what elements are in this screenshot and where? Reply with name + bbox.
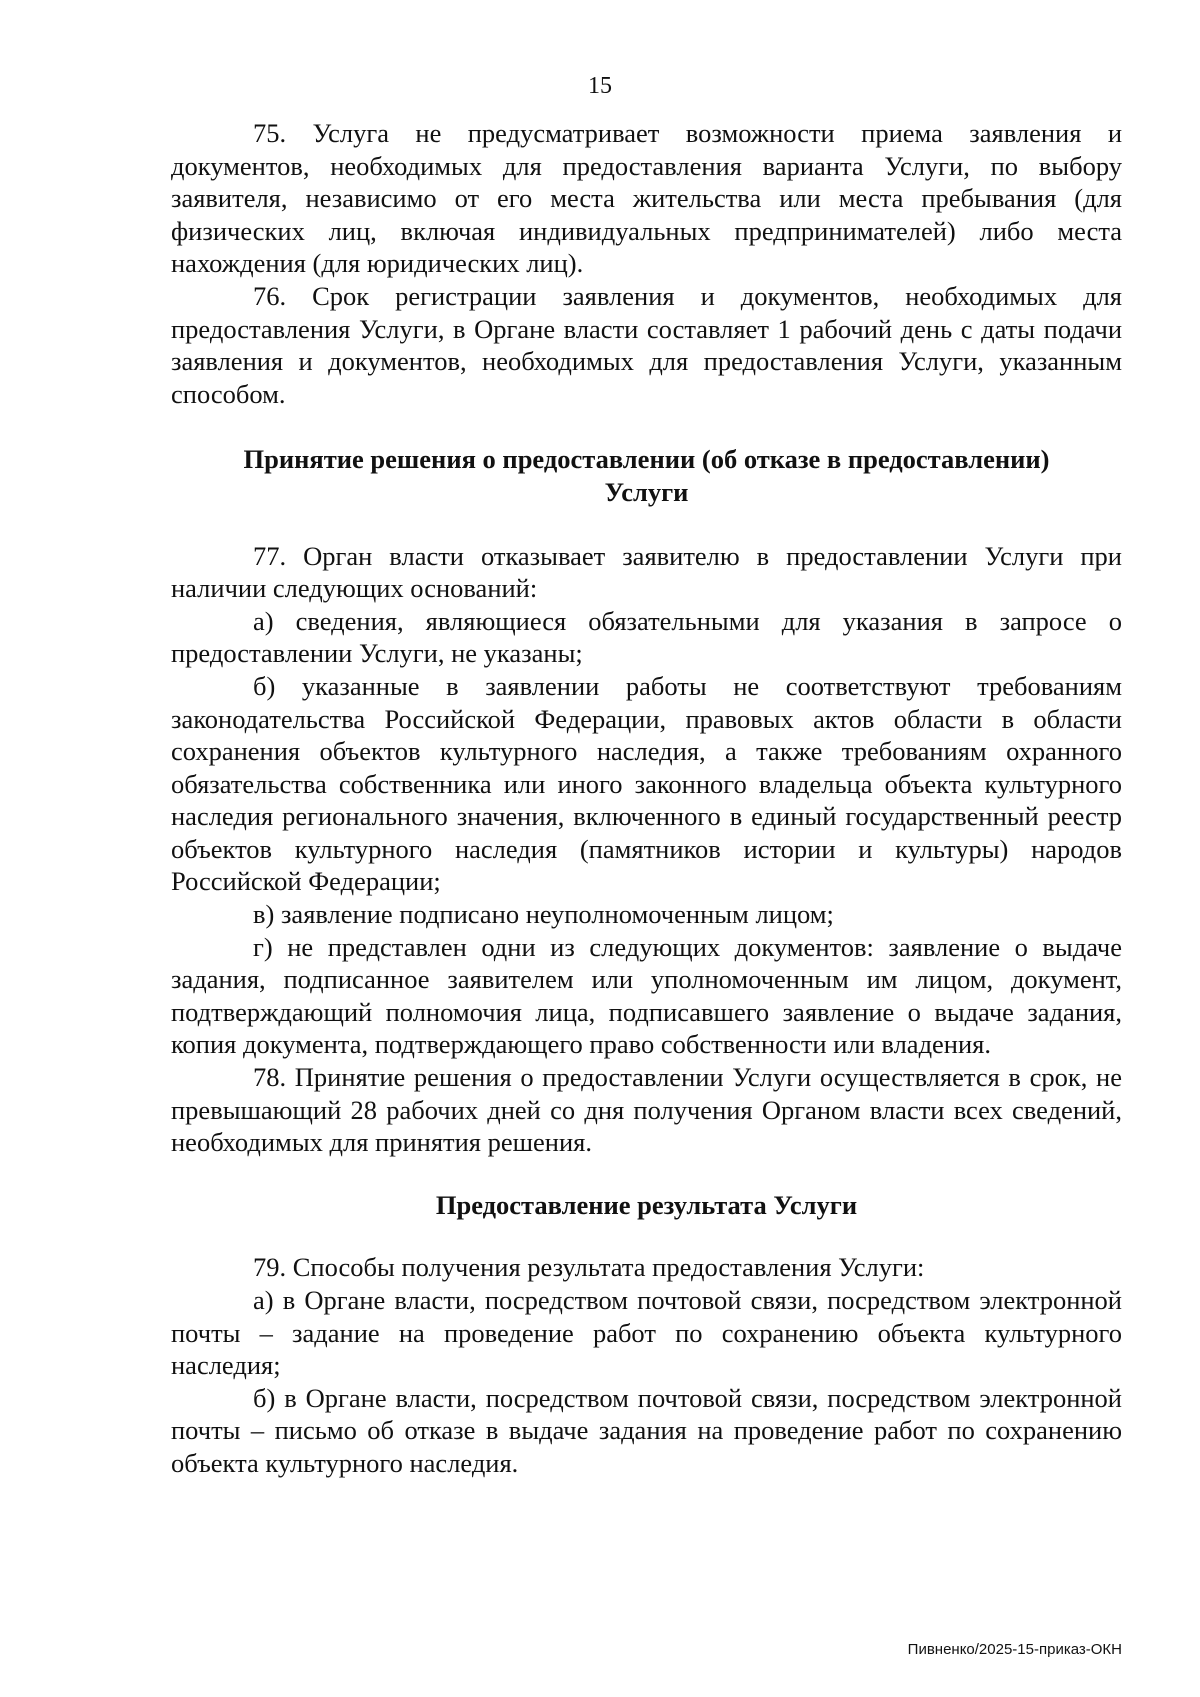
- section-heading-decision-line1: Принятие решения о предоставлении (об отказе в предоставлении): [243, 444, 1050, 475]
- paragraph-77-a: а) сведения, являющиеся обязательными для указания в запросе о предоставлении Услуги, не указаны;: [171, 605, 1122, 669]
- section-heading-result: Предоставление результата Услуги: [435, 1189, 858, 1220]
- paragraph-77-b: б) указанные в заявлении работы не соответствуют требованиям законодательства Российской Федерации, правовых актов области в области сохранения объектов культурного наследия, а также требованиям охранного обязательства собственника или иного законного владельца объекта культурного наследия регионального значения, включенного в единый государственный реестр объектов культурного наследия (памятников истории и культуры) народов Российской Федерации;: [171, 670, 1122, 897]
- paragraph-79-b: б) в Органе власти, посредством почтовой связи, посредством электронной почты – письмо об отказе в выдаче задания на проведение работ по сохранению объекта культурного наследия.: [171, 1382, 1122, 1478]
- paragraph-75: 75. Услуга не предусматривает возможности приема заявления и документов, необходимых для предоставления варианта Услуги, по выбору заявителя, независимо от его места жительства или места пребывания (для физических лиц, включая индивидуальных предпринимателей) либо места нахождения (для юридических лиц).: [171, 118, 1122, 279]
- document-body: [171, 117, 1122, 1480]
- page-number: 15: [588, 73, 612, 99]
- paragraph-78: 78. Принятие решения о предоставлении Услуги осуществляется в срок, не превышающий 28 рабочих дней со дня получения Органом власти всех сведений, необходимых для принятия решения.: [171, 1062, 1122, 1158]
- paragraph-76: 76. Срок регистрации заявления и документов, необходимых для предоставления Услуги, в Органе власти составляет 1 рабочий день с даты подачи заявления и документов, необходимых для предоставления Услуги, указанным способом.: [171, 280, 1122, 409]
- paragraph-77-g: г) не представлен одни из следующих документов: заявление о выдаче задания, подписанное заявителем или уполномоченным им лицом, документ, подтверждающий полномочия лица, подписавшего заявление о выдаче задания, копия документа, подтверждающего право собственности или владения.: [171, 931, 1122, 1060]
- section-heading-decision: [171, 443, 1122, 508]
- paragraph-77: 77. Орган власти отказывает заявителю в предоставлении Услуги при наличии следующих оснований:: [171, 540, 1122, 604]
- document-footer-code: Пивненко/2025-15-приказ-ОКН: [907, 1641, 1122, 1658]
- paragraph-79-a: а) в Органе власти, посредством почтовой связи, посредством электронной почты – задание на проведение работ по сохранению объекта культурного наследия;: [171, 1285, 1122, 1381]
- section-heading-decision-line2: Услуги: [604, 476, 689, 507]
- paragraph-79: 79. Способы получения результата предоставления Услуги:: [253, 1252, 925, 1283]
- paragraph-77-v: в) заявление подписано неуполномоченным лицом;: [253, 899, 834, 930]
